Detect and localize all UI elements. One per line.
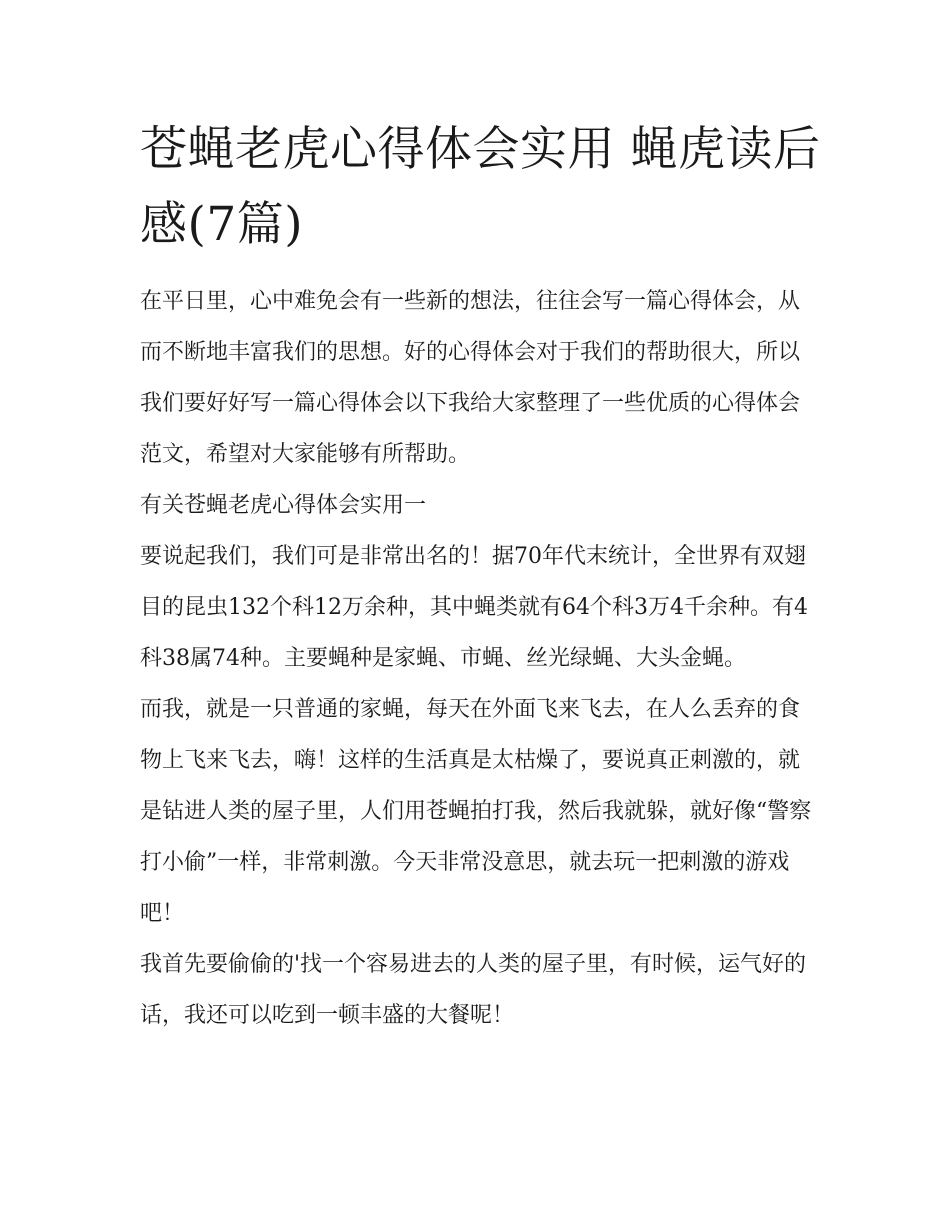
body-paragraph: 要说起我们，我们可是非常出名的！据70年代末统计，全世界有双翅目的昆虫132个科12万余种，其中蝇类就有64个科3万4千余种。有4科38属74种。主要蝇种是家蝇、市蝇、丝光绿蝇、大头金蝇。 [140, 544, 808, 671]
body-paragraph: 我首先要偷偷的'找一个容易进去的人类的屋子里，有时候，运气好的话，我还可以吃到一顿丰盛的大餐呢！ [140, 952, 807, 1028]
intro-paragraph: 在平日里，心中难免会有一些新的想法，往往会写一篇心得体会，从而不断地丰富我们的思想。好的心得体会对于我们的帮助很大，所以我们要好好写一篇心得体会以下我给大家整理了一些优质的心得体会范文，希望对大家能够有所帮助。 [140, 289, 801, 467]
document-body [140, 276, 820, 1041]
document-title: 苍蝇老虎心得体会实用 蝇虎读后感(7篇) [140, 122, 821, 252]
body-paragraph: 而我，就是一只普通的家蝇，每天在外面飞来飞去，在人么丢弃的食物上飞来飞去，嗨！这样的生活真是太枯燥了，要说真正刺激的，就是钻进人类的屋子里，人们用苍蝇拍打我，然后我就躲，就好像“警察打小偷”一样，非常刺激。今天非常没意思，就去玩一把刺激的游戏吧！ [140, 697, 812, 926]
section-heading: 有关苍蝇老虎心得体会实用一 [140, 493, 427, 518]
